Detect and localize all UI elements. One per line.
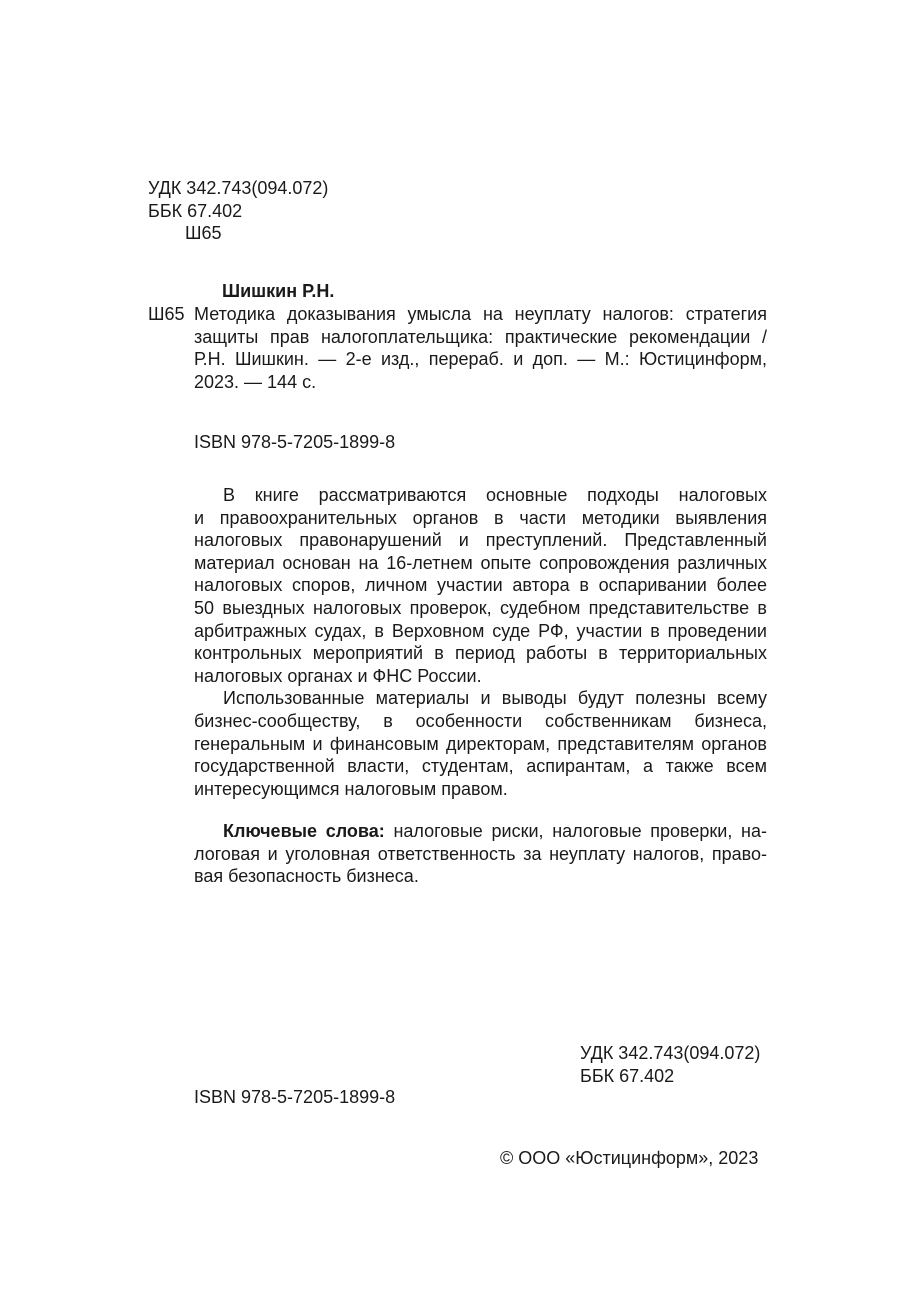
- keywords-line: [194, 820, 767, 843]
- bibliographic-description: [194, 303, 767, 393]
- annotation-line: контрольных мероприятий в период работы в территориальных: [194, 643, 767, 664]
- author-mark: Ш65: [185, 223, 222, 244]
- bbk-code: ББК 67.402: [148, 200, 243, 221]
- bbk-code: ББК 67.402: [580, 1065, 675, 1086]
- annotation-line: бизнес-сообществу, в особенности собственникам бизнеса,: [194, 710, 767, 731]
- author-name: Шишкин Р.Н.: [222, 281, 335, 301]
- annotation-line: генеральным и финансовым директорам, представителям органов: [194, 733, 767, 754]
- annotation-line: государственной власти, студентам, аспирантам, а также всем: [194, 756, 767, 777]
- keywords-line: логовая и уголовная ответственность за неуплату налогов, право-: [194, 843, 767, 864]
- bib-line: Р.Н. Шишкин. — 2-е изд., перераб. и доп. — М.: Юстицинформ,: [194, 349, 767, 370]
- annotation-line: налоговых органах и ФНС России.: [194, 665, 482, 686]
- annotation-line: материал основан на 16-летнем опыте сопровождения различных: [194, 552, 767, 573]
- annotation-line: арбитражных судах, в Верховном суде РФ, участии в проведении: [194, 620, 767, 641]
- isbn-top: ISBN 978-5-7205-1899-8: [194, 432, 396, 452]
- annotation-line: и правоохранительных органов в части методики выявления: [194, 507, 767, 528]
- classification-block-bottom: [580, 1042, 760, 1087]
- udk-code: УДК 342.743(094.072): [580, 1043, 761, 1063]
- annotation-line: Использованные материалы и выводы будут полезны всему: [223, 688, 767, 709]
- annotation-line: интересующимся налоговым правом.: [194, 778, 508, 799]
- bib-line: Методика доказывания умысла на неуплату налогов: стратегия: [194, 304, 767, 324]
- classification-block-top: [148, 177, 328, 245]
- keywords-block: [194, 820, 767, 888]
- author-mark-left: Ш65: [148, 304, 185, 324]
- isbn-bottom: ISBN 978-5-7205-1899-8: [194, 1087, 396, 1107]
- udk-code: УДК 342.743(094.072): [148, 178, 329, 198]
- keywords-text: налоговые риски, налоговые проверки, на-: [384, 821, 767, 841]
- annotation: [194, 484, 767, 800]
- annotation-line: 50 выездных налоговых проверок, судебном представительстве в: [194, 597, 767, 618]
- annotation-line: налоговых правонарушений и преступлений. Представленный: [194, 530, 767, 551]
- bib-line: защиты прав налогоплательщика: практические рекомендации /: [194, 326, 767, 347]
- annotation-paragraph-2: [194, 687, 767, 800]
- annotation-line: налоговых споров, личном участии автора в оспаривании более: [194, 575, 767, 596]
- copyright: © ООО «Юстицинформ», 2023: [500, 1148, 759, 1168]
- bib-line: 2023. — 144 с.: [194, 371, 317, 392]
- annotation-line: В книге рассматриваются основные подходы налоговых: [223, 485, 767, 505]
- keywords-label: Ключевые слова:: [223, 821, 385, 841]
- annotation-paragraph-1: [194, 484, 767, 687]
- keywords-line: вая безопасность бизнеса.: [194, 866, 419, 887]
